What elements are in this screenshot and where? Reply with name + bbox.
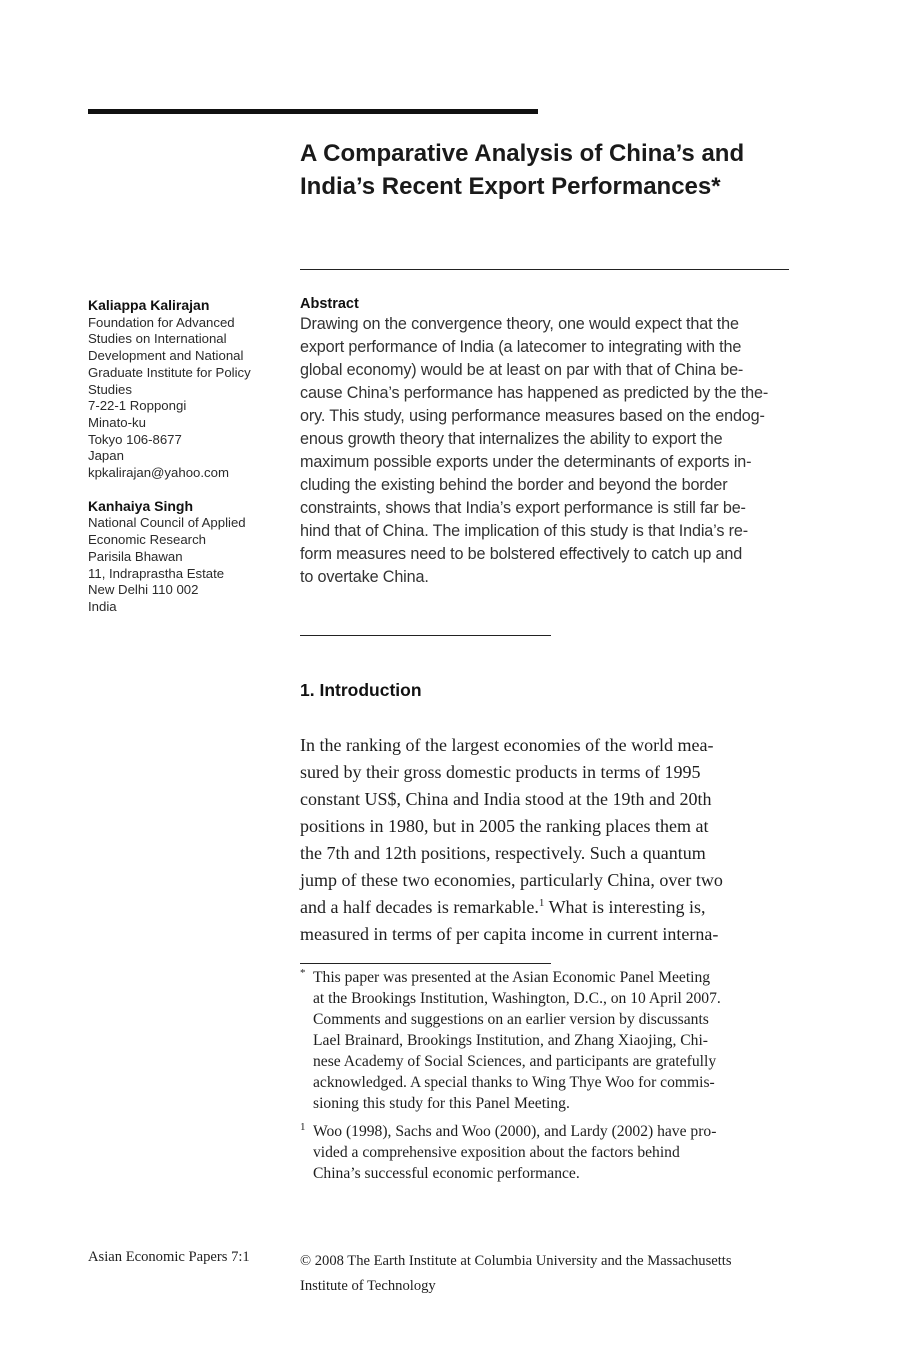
author-block-kalirajan: [88, 297, 288, 482]
footnote-rule: [300, 963, 551, 964]
author-name: Kanhaiya Singh: [88, 497, 194, 514]
copyright-notice: [300, 1249, 800, 1299]
body-line: [300, 894, 795, 921]
footnote-line: This paper was presented at the Asian Economic Panel Meeting: [313, 969, 711, 986]
body-line: measured in terms of per capita income in current interna-: [300, 924, 719, 944]
affiliation-line: Foundation for Advanced: [88, 314, 235, 330]
body-line: In the ranking of the largest economies of the world mea-: [300, 735, 714, 755]
abstract: [300, 295, 790, 589]
address-line: Japan: [88, 448, 124, 464]
footnote-line: Comments and suggestions on an earlier version by discussants: [313, 1011, 709, 1028]
author-email: kpkalirajan@yahoo.com: [88, 465, 229, 481]
title-rule: [300, 269, 789, 270]
title-line: A Comparative Analysis of China’s and: [300, 140, 745, 167]
copyright-line: Institute of Technology: [300, 1278, 436, 1294]
body-line: jump of these two economies, particularly China, over two: [300, 870, 723, 890]
introduction-body: [300, 732, 795, 948]
body-line: constant US$, China and India stood at the 19th and 20th: [300, 789, 712, 809]
body-text-segment: and a half decades is remarkable.: [300, 897, 539, 917]
footnote-ref[interactable]: 1: [538, 897, 545, 909]
abstract-line: cluding the existing behind the border and beyond the border: [300, 476, 728, 494]
abstract-line: ory. This study, using performance measures based on the endog-: [300, 407, 765, 425]
footnote-line: Woo (1998), Sachs and Woo (2000), and Lardy (2002) have pro-: [313, 1123, 717, 1140]
address-line: 11, Indraprastha Estate: [88, 565, 225, 581]
footnote-line: sioning this study for this Panel Meeting.: [313, 1095, 570, 1112]
abstract-line: global economy) would be at least on par with that of China be-: [300, 361, 744, 379]
address-line: India: [88, 598, 117, 614]
author-name: Kaliappa Kalirajan: [88, 297, 210, 313]
footnote-line: at the Brookings Institution, Washington, D.C., on 10 April 2007.: [313, 990, 721, 1007]
top-rule: [88, 109, 538, 114]
affiliation-line: Graduate Institute for Policy: [88, 364, 251, 380]
footnote-line: Lael Brainard, Brookings Institution, and Zhang Xiaojing, Chi-: [313, 1032, 708, 1049]
paper-title: [300, 137, 800, 203]
body-line: sured by their gross domestic products in terms of 1995: [300, 762, 701, 782]
address-line: Parisila Bhawan: [88, 548, 183, 564]
affiliation-line: National Council of Applied: [88, 515, 246, 531]
abstract-line: enous growth theory that internalizes the ability to export the: [300, 430, 723, 448]
abstract-end-rule: [300, 635, 551, 636]
address-line: 7-22-1 Roppongi: [88, 398, 187, 414]
abstract-line: Drawing on the convergence theory, one would expect that the: [300, 315, 739, 333]
abstract-line: form measures need to be bolstered effectively to catch up and: [300, 545, 743, 563]
body-text-segment: What is interesting is,: [544, 897, 706, 917]
author-block-singh: [88, 498, 288, 616]
abstract-line: constraints, shows that India’s export performance is still far be-: [300, 499, 746, 517]
footnote-1: [300, 1121, 795, 1184]
address-line: New Delhi 110 002: [88, 582, 199, 598]
abstract-line: maximum possible exports under the determinants of exports in-: [300, 453, 752, 471]
body-line: positions in 1980, but in 2005 the ranking places them at: [300, 816, 709, 836]
affiliation-line: Studies on International: [88, 331, 227, 347]
affiliation-line: Economic Research: [88, 532, 207, 548]
section-heading: 1. Introduction: [300, 680, 422, 700]
body-line: the 7th and 12th positions, respectively. Such a quantum: [300, 843, 706, 863]
footnote-line: acknowledged. A special thanks to Wing Thye Woo for commis-: [313, 1074, 715, 1091]
journal-name: Asian Economic Papers 7:1: [88, 1249, 250, 1265]
footnote-mark: *: [300, 967, 306, 979]
author-affiliations: [88, 297, 288, 632]
affiliation-line: Development and National: [88, 348, 244, 364]
title-line: India’s Recent Export Performances*: [300, 173, 721, 200]
footnote-line: nese Academy of Social Sciences, and participants are gratefully: [313, 1053, 717, 1070]
copyright-line: © 2008 The Earth Institute at Columbia University and the Massachusetts: [300, 1253, 732, 1269]
footnote-line: vided a comprehensive exposition about the factors behind: [313, 1144, 680, 1161]
abstract-line: hind that of China. The implication of this study is that India’s re-: [300, 522, 748, 540]
abstract-line: export performance of India (a latecomer to integrating with the: [300, 338, 742, 356]
abstract-heading: Abstract: [300, 296, 359, 312]
footnote-star: [300, 967, 795, 1114]
abstract-line: to overtake China.: [300, 568, 429, 586]
footnotes: [300, 967, 795, 1191]
address-line: Tokyo 106-8677: [88, 431, 182, 447]
abstract-line: cause China’s performance has happened as predicted by the the-: [300, 384, 769, 402]
footnote-mark: 1: [300, 1121, 306, 1133]
address-line: Minato-ku: [88, 414, 146, 430]
affiliation-line: Studies: [88, 381, 132, 397]
footnote-line: China’s successful economic performance.: [313, 1165, 580, 1182]
